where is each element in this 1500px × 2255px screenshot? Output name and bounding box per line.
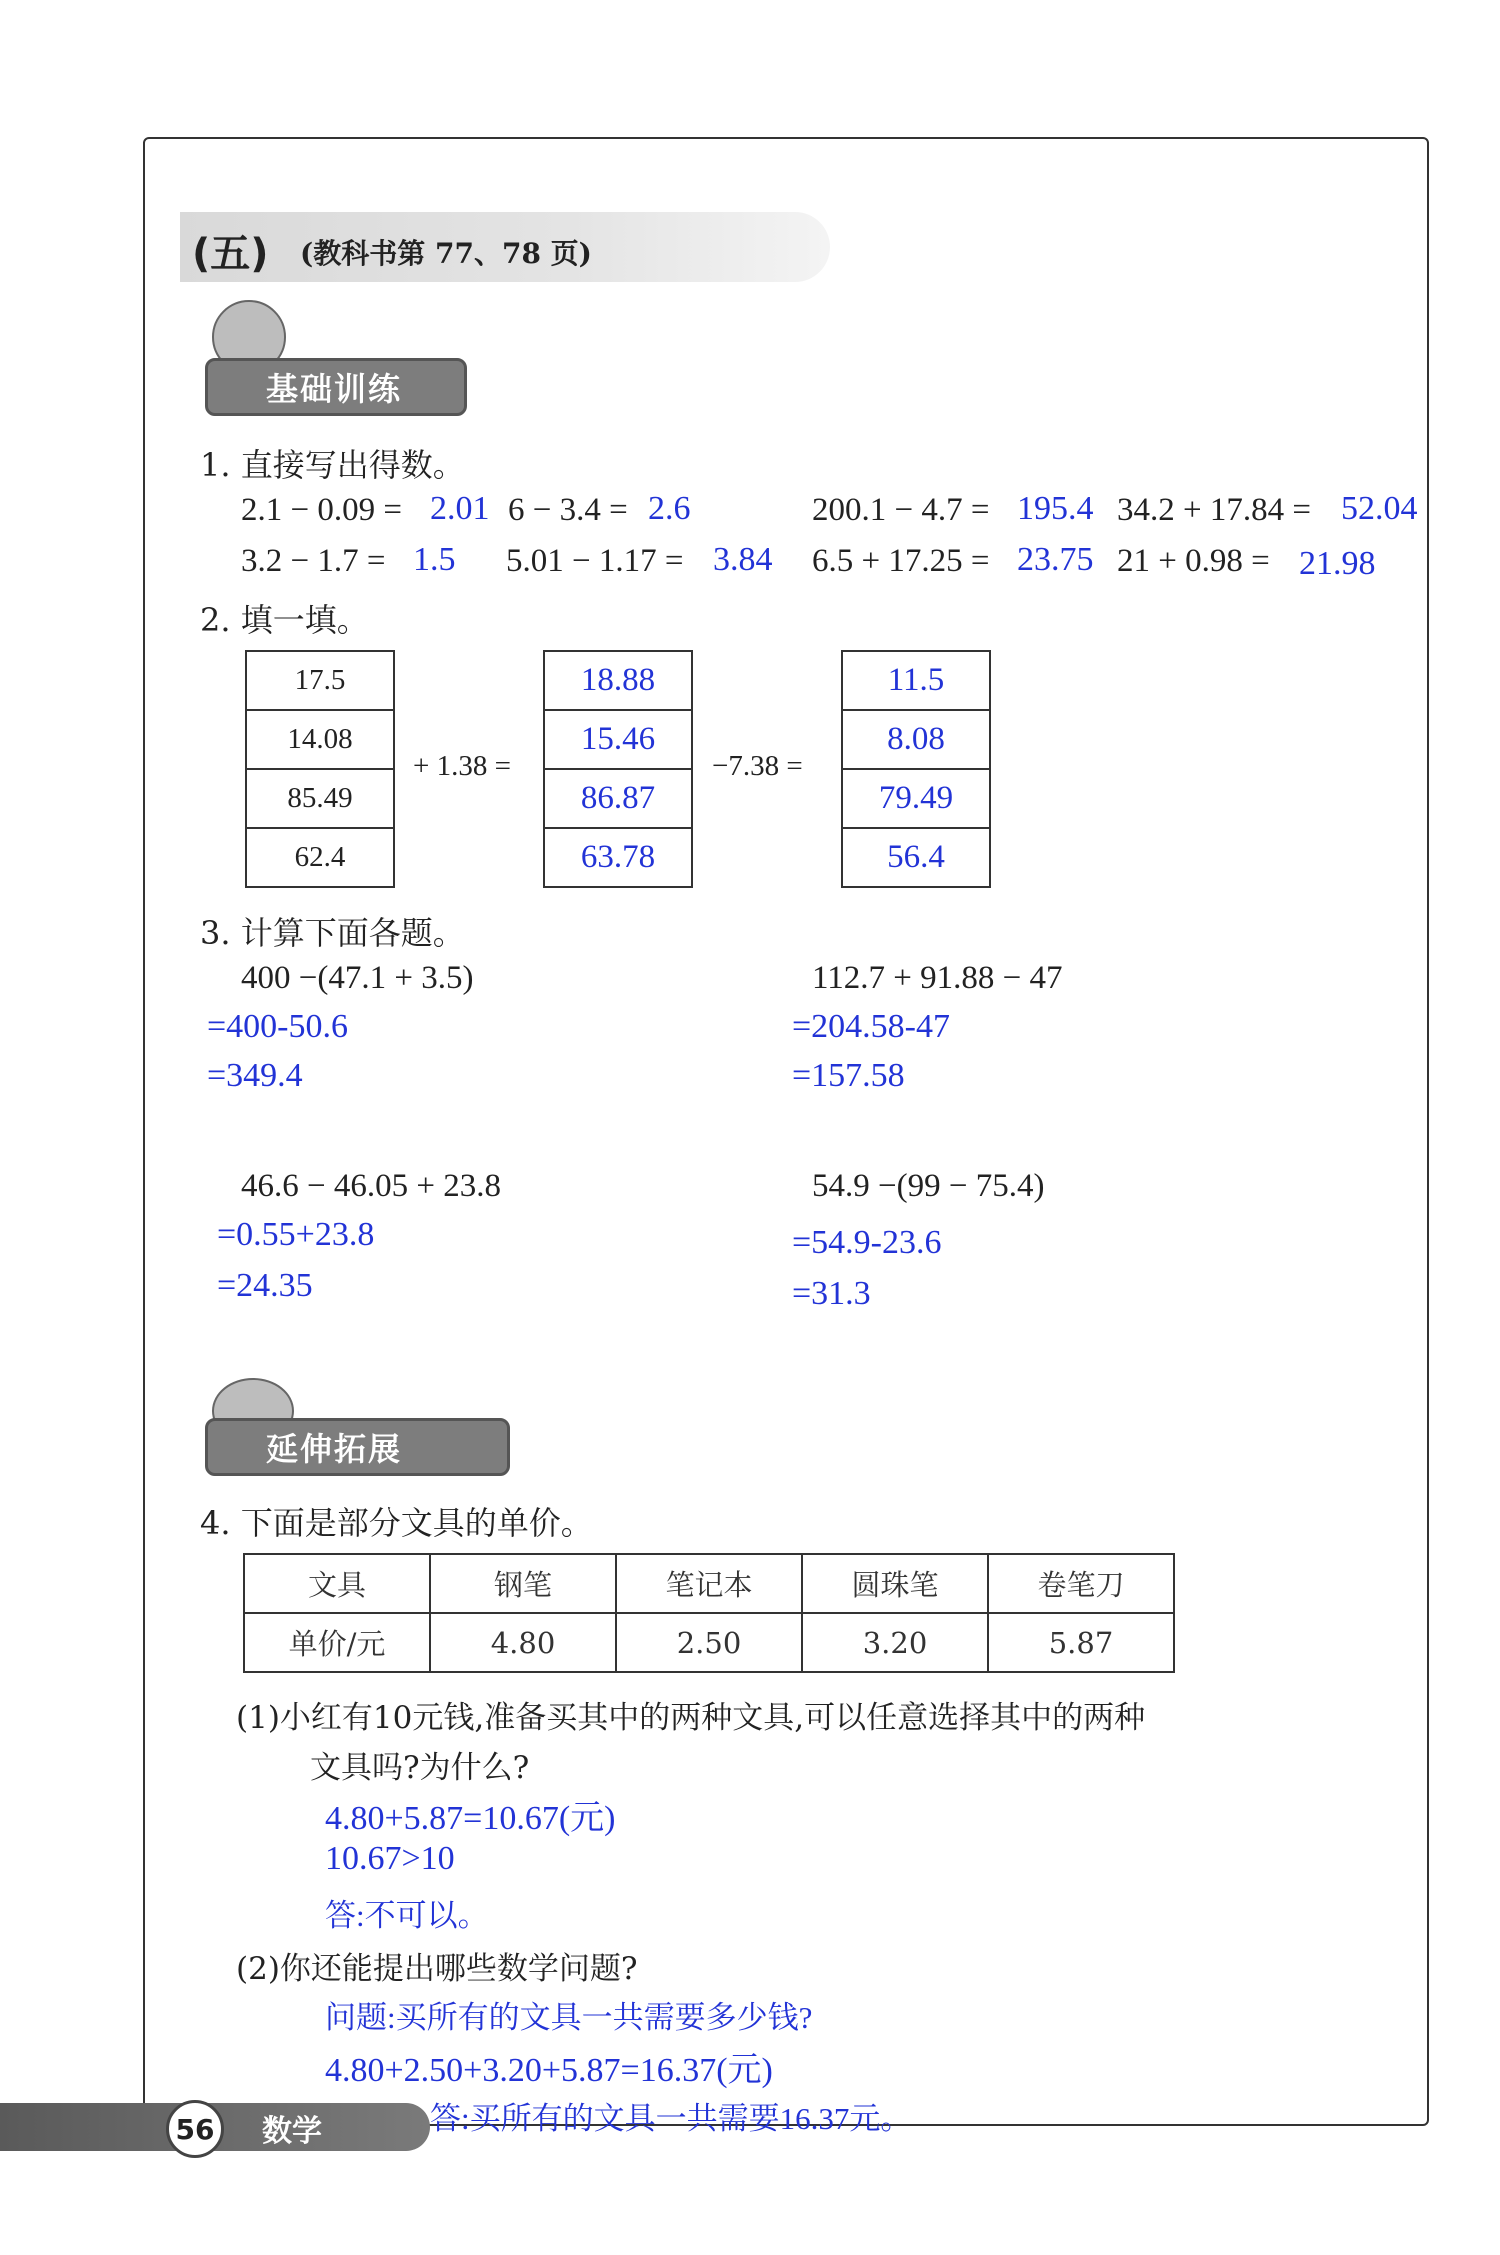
q1-expr: 34.2 + 17.84 = — [1117, 492, 1311, 528]
middle-cell: 86.87 — [544, 769, 692, 828]
q1-expr: 3.2 − 1.7 = — [241, 543, 386, 579]
q1-answer: 195.4 — [1017, 490, 1094, 527]
q3b-step1: =204.58-47 — [792, 1008, 950, 1045]
q3d-step1: =54.9-23.6 — [792, 1224, 942, 1261]
price-table — [243, 1553, 1175, 1673]
q1-expr: 200.1 − 4.7 = — [812, 492, 990, 528]
section-title: (五) — [192, 231, 269, 277]
q1-answer: 2.6 — [648, 490, 691, 527]
q4-part2-calc: 4.80+2.50+3.20+5.87=16.37(元) — [325, 2052, 773, 2089]
q3b-expression: 112.7 + 91.88 − 47 — [812, 960, 1063, 996]
q4-part1-calc: 4.80+5.87=10.67(元) — [325, 1800, 616, 1837]
table-header: 文具 — [244, 1554, 430, 1613]
q3-title: 3. 计算下面各题。 — [200, 914, 465, 952]
q4-part1-compare: 10.67>10 — [325, 1840, 455, 1877]
output-column — [841, 650, 991, 888]
table-row — [244, 1554, 1174, 1613]
table-header: 圆珠笔 — [802, 1554, 988, 1613]
textbook-reference: (教科书第 77、78 页) — [300, 237, 592, 270]
q3d-expression: 54.9 −(99 − 75.4) — [812, 1168, 1045, 1204]
middle-cell: 18.88 — [544, 651, 692, 710]
q3a-step1: =400-50.6 — [207, 1008, 348, 1045]
q1-expr: 6 − 3.4 = — [508, 492, 628, 528]
q1-answer: 21.98 — [1299, 545, 1376, 582]
subtract-operation: −7.38 = — [712, 750, 803, 782]
table-header: 卷笔刀 — [988, 1554, 1174, 1613]
q2-title: 2. 填一填。 — [200, 601, 369, 639]
q3b-step2: =157.58 — [792, 1057, 905, 1094]
q1-expr: 21 + 0.98 = — [1117, 543, 1270, 579]
q4-part1-answer: 答:不可以。 — [325, 1898, 489, 1933]
q4-part2-question: (2)你还能提出哪些数学问题? — [236, 1951, 638, 1987]
table-header: 钢笔 — [430, 1554, 616, 1613]
output-cell: 8.08 — [842, 710, 990, 769]
q1-expr: 5.01 − 1.17 = — [506, 543, 684, 579]
output-cell: 56.4 — [842, 828, 990, 887]
table-cell: 单价/元 — [244, 1613, 430, 1672]
q3c-expression: 46.6 − 46.05 + 23.8 — [241, 1168, 501, 1204]
add-operation: + 1.38 = — [413, 750, 511, 782]
q3a-step2: =349.4 — [207, 1057, 303, 1094]
input-cell: 14.08 — [246, 710, 394, 769]
input-cell: 85.49 — [246, 769, 394, 828]
table-cell: 4.80 — [430, 1613, 616, 1672]
table-cell: 3.20 — [802, 1613, 988, 1672]
middle-cell: 15.46 — [544, 710, 692, 769]
q1-expr: 6.5 + 17.25 = — [812, 543, 990, 579]
table-header: 笔记本 — [616, 1554, 802, 1613]
q4-title: 4. 下面是部分文具的单价。 — [200, 1504, 593, 1542]
q4-part2-answer: 答:买所有的文具一共需要16.37元。 — [430, 2101, 912, 2136]
subject-label: 数学 — [262, 2114, 322, 2149]
q3a-expression: 400 −(47.1 + 3.5) — [241, 960, 474, 996]
output-cell: 11.5 — [842, 651, 990, 710]
q1-answer: 52.04 — [1341, 490, 1418, 527]
input-cell: 17.5 — [246, 651, 394, 710]
q1-answer: 1.5 — [413, 541, 456, 578]
extension-banner — [205, 1418, 510, 1476]
basic-training-banner — [205, 358, 467, 416]
basic-training-label: 基础训练 — [266, 370, 403, 408]
q1-expr: 2.1 − 0.09 = — [241, 492, 402, 528]
q1-title: 1. 直接写出得数。 — [200, 446, 465, 484]
q3c-step2: =24.35 — [217, 1267, 313, 1304]
q4-part1-question: (1)小红有10元钱,准备买其中的两种文具,可以任意选择其中的两种 — [236, 1700, 1146, 1736]
q1-answer: 23.75 — [1017, 541, 1094, 578]
q3c-step1: =0.55+23.8 — [217, 1216, 375, 1253]
input-cell: 62.4 — [246, 828, 394, 887]
extension-label: 延伸拓展 — [266, 1430, 403, 1468]
output-cell: 79.49 — [842, 769, 990, 828]
table-row — [244, 1613, 1174, 1672]
q1-answer: 3.84 — [713, 541, 773, 578]
middle-cell: 63.78 — [544, 828, 692, 887]
q4-part1-question-cont: 文具吗?为什么? — [310, 1750, 530, 1786]
page-number: 56 — [166, 2100, 224, 2158]
table-cell: 2.50 — [616, 1613, 802, 1672]
q4-part2-problem: 问题:买所有的文具一共需要多少钱? — [325, 2000, 813, 2035]
middle-column — [543, 650, 693, 888]
table-cell: 5.87 — [988, 1613, 1174, 1672]
input-column — [245, 650, 395, 888]
q3d-step2: =31.3 — [792, 1275, 871, 1312]
q1-answer: 2.01 — [430, 490, 490, 527]
